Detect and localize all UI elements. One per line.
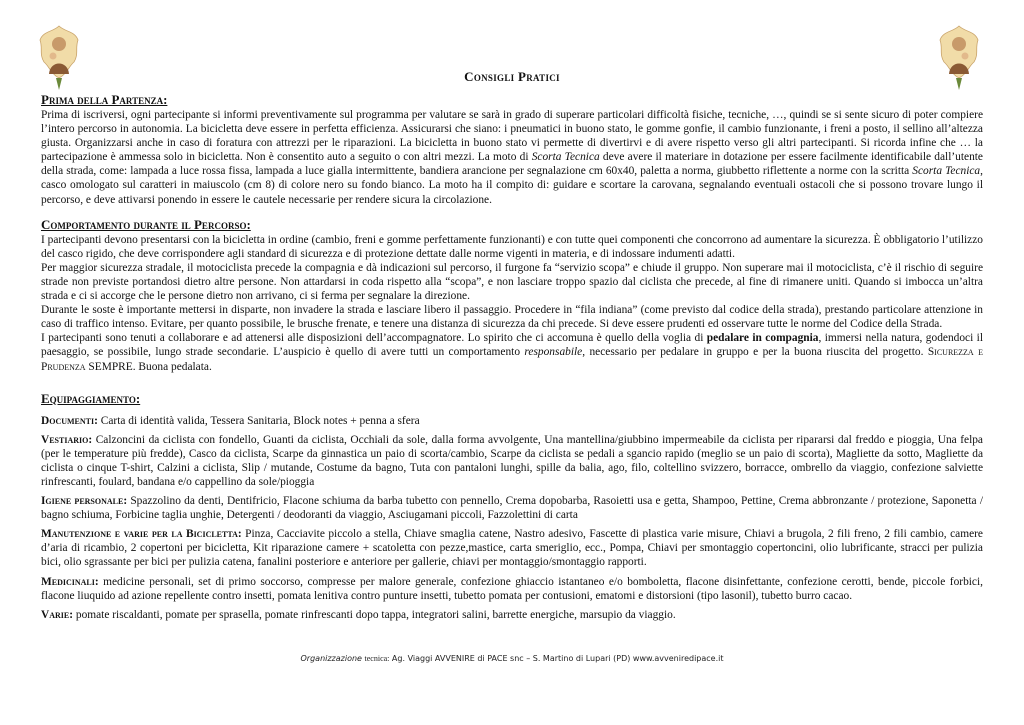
section-heading-equipaggiamento: Equipaggiamento: xyxy=(41,390,141,406)
section-heading-partenza: Prima della Partenza: xyxy=(41,92,168,107)
equipment-text: medicine personali, set di primo soccorso, compresse per malore generale, confezione ghiaccio istantaneo e/o bomboletta, flacone disinfettante, confezione cerotti, bende, piccole forbici, flacone liuquido ad azione repellente contro insetti, pomata lenitiva contro punture insetti, tubetto pomata per contusioni, ematomi e distorsioni (tipo lasonil), tubetto burro cacao. xyxy=(41,575,983,602)
equipment-text: Carta di identità valida, Tessera Sanitaria, Block notes + penna a sfera xyxy=(97,414,420,427)
equipment-label: Vestiario: xyxy=(41,433,93,446)
bold-text: pedalare in compagnia xyxy=(706,332,819,345)
equipment-label: Documenti: xyxy=(41,414,98,427)
equipment-text: Calzoncini da ciclista con fondello, Guanti da ciclista, Occhiali da sole, dalla forma avvolgente, Una mantellina/giubbino impermeabile da ciclista per ripararsi dal freddo e pioggia, Una felpa (per le temperature più fredde), Casco da ciclista, Scarpe da ginnastica un paio di scorta/cambio, Scarpe da ciclista se pedali a sgancio rapido (meglio se un paio di scorta), Magliette da sotto, Magliette da ciclista o cinque T-shirt, Calzini a ciclista, Slip / mutande, Costume da bagno, Tuta con pantaloni lunghi, spille da balia, ago, filo, coltellino svizzero, borracce, ombrello da viaggio, confezione salviette rinfrescanti, foulard, bandana e/o cappellino da sole/pioggia xyxy=(41,433,983,488)
paragraph-partenza xyxy=(41,108,983,207)
italic-text: Scorta Tecnica xyxy=(912,165,981,178)
page-title: Consigli Pratici xyxy=(464,69,560,84)
paragraph-percorso-4 xyxy=(41,331,983,373)
section-heading-percorso: Comportamento durante il Percorso: xyxy=(41,216,251,232)
equipment-text: pomate riscaldanti, pomate per sprasella, pomate rinfrescanti dopo tappa, integratori salini, barrette energiche, marsupio da viaggio. xyxy=(73,608,676,621)
text-run: deve avere il materiare in dotazione per essere facilmente identificabile dall’utente della strada, come: lampada a luce rossa fissa, lampada a luce gialla intermittente, bandiera arancione per segnalazione cm 60x40, paletta a norma, giubbetto riflettente a norme con la scritta xyxy=(41,151,983,178)
equipment-text: Spazzolino da denti, Dentifricio, Flacone schiuma da barba tubetto con pennello, Crema dopobarba, Rasoietti usa e getta, Shampoo, Pettine, Crema abbronzante / protezione, Saponetta / bagno schiuma, Forbicine taglia unghie, Detergenti / deodoranti da viaggio, Asciugamani piccoli, Fazzolettini di carta xyxy=(41,495,983,522)
italic-text: Scorta Tecnica xyxy=(531,151,600,164)
equipment-label: Manutenzione e varie per la Bicicletta: xyxy=(41,528,242,541)
document-body xyxy=(41,92,983,627)
footer-tecnica: tecnica: xyxy=(364,654,390,663)
small-caps-text: Sicurezza e Prudenza xyxy=(41,346,983,373)
equipment-label: Igiene personale: xyxy=(41,495,128,508)
text-run: SEMPRE. Buona pedalata. xyxy=(85,360,212,373)
equipment-label: Varie: xyxy=(41,608,74,621)
text-run: , casco omologato sul caratteri in maiuscolo (cm 8) di colore nero su fondo bianco. La moto ha il compito di: guidare e scortare la carovana, segnalando eventuali ostacoli che si possono trovare lungo il percorso, e deve attivarsi ponendo in essere le cautele necessarie per rendere sicura la circolazione. xyxy=(41,165,983,206)
equipment-igiene xyxy=(41,494,983,522)
italic-text: responsabile xyxy=(524,346,583,359)
footer-org-label: Organizzazione xyxy=(300,654,362,663)
footer-text: Ag. Viaggi AVVENIRE di PACE snc – S. Martino di Lupari (PD) www.avveniredipace.it xyxy=(389,654,724,663)
text-run: , necessario per pedalare in gruppo e per la buona riuscita del progetto. xyxy=(582,346,928,359)
equipment-vestiario xyxy=(41,433,983,489)
equipment-manutenzione xyxy=(41,527,983,569)
page-footer xyxy=(0,654,1024,663)
text-run: Prima di iscriversi, ogni partecipante si informi preventivamente sul programma per valutare se sarà in grado di superare particolari difficoltà fisiche, tecniche, …, quindi se si sente sicuro di poter compiere l’intero percorso in autonomia. La bicicletta deve essere in perfetta efficienza. Assicurarsi che siano: i pneumatici in buono stato, le gomme gonfie, il cambio funzionante, i freni a posto, il sellino all’altezza giusta. Organizzarsi anche in caso di foratura con attrezzi per le riparazioni. La bicicletta in buono stato vi permette di divertirvi e di avere rispetto verso gli altri partecipanti. Si ricorda infine che … la partecipazione è ammessa solo in bicicletta. Non è consentito auto a seguito o con altri mezzi. La moto di xyxy=(41,109,983,164)
text-run: , immersi nella natura, godendoci il paesaggio, se possibile, lungo strade secondarie. L’auspicio è quello di avere tutti un comportamento xyxy=(41,332,983,359)
equipment-medicinali xyxy=(41,575,983,603)
equipment-text: Pinza, Cacciavite piccolo a stella, Chiave smaglia catene, Nastro adesivo, Fascette di plastica varie misure, Chiavi a brugola, 2 fili freno, 2 fili cambio, camere d’aria di ricambio, 2 copertoni per bicicletta, Kit riparazione camere + scatoletta con pezze,mastice, carta smeriglio, ecc., Pompa, Chiavi per smontaggio copertoncini, olio lubrificante, stracci per pulizia bici, olio sgrassante per bici per pulizia catena, fanalini posteriore e anteriore per gallerie, chiavi per montaggio/smontaggio rapporti. xyxy=(41,528,983,569)
text-run: I partecipanti sono tenuti a collaborare e ad attenersi alle disposizioni dell’accompagnatore. Lo spirito che ci accomuna è quello della voglia di xyxy=(41,332,707,345)
equipment-varie xyxy=(41,608,983,622)
paragraph-percorso-1: I partecipanti devono presentarsi con la bicicletta in ordine (cambio, freni e gomme perfettamente funzionanti) e con tutte quei componenti che concorrono ad aumentare la sicurezza. È obbligatorio l’utilizzo del casco rigido, che deve corrispondere agli standard di sicurezza e di protezione dettate dalle norme vigenti in materia, e di indossare indumenti adatti. xyxy=(41,233,983,260)
paragraph-percorso-2: Per maggior sicurezza stradale, il motociclista precede la compagnia e dà indicazioni sul percorso, il furgone fa “servizio scopa” e chiude il gruppo. Non superare mai il motociclista, c’è il rischio di seguire strade non previste portandosi dietro altre persone. Non attardarsi in coda rispetto alla “scopa”, e non lasciare troppo spazio dal ciclista che precede, al fine di rimanere uniti. Quando si imbocca un’altra strada e ci si accorge che le persone dietro non arrivano, ci si ferma per segnalare la direzione. xyxy=(41,261,983,303)
paragraph-percorso-3: Durante le soste è importante mettersi in disparte, non invadere la strada e lasciare libero il passaggio. Procedere in “fila indiana” (come previsto dal codice della strada), prestando particolare attenzione in caso di traffico intenso. Evitare, per quanto possibile, le brusche frenate, e tenere una distanza di sicurezza da chi precede. Si deve essere prudenti ed osservare tutte le norme del Codice della Strada. xyxy=(41,304,983,331)
equipment-documenti xyxy=(41,414,983,428)
equipment-label: Medicinali: xyxy=(41,575,99,588)
